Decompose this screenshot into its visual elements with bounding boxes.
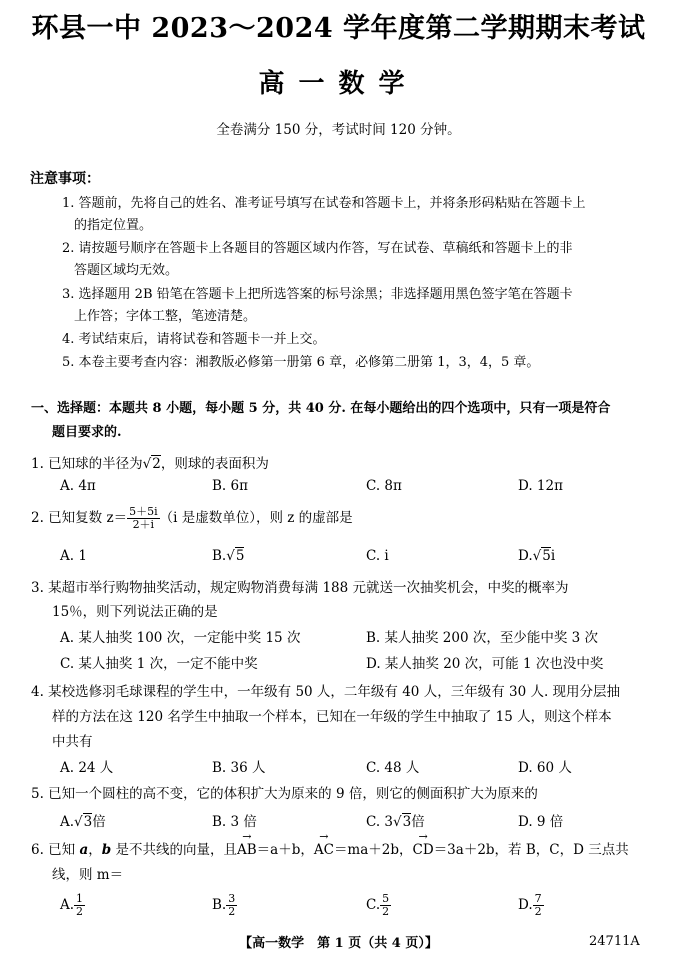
q5-option-c: C. 3√3倍 (366, 814, 425, 830)
q5-option-d: D. 9 倍 (518, 814, 564, 830)
q1-option-b: B. 6π (212, 478, 248, 494)
question-2: 2. 已知复数 z＝ $\frac{5+5i}{2+i}$ （i 是虚数单位），则 z 的虚部是 (31, 505, 353, 532)
q3-option-c: C. 某人抽奖 1 次，一定不能中奖 (60, 656, 258, 672)
paper-code: 24711A (589, 934, 640, 949)
notes-line: 的指定位置。 (74, 218, 153, 233)
q6-option-a: A. $\frac{1}{2}$ (60, 892, 84, 919)
q2-option-c: C. i (366, 548, 389, 564)
q1-option-d: D. 12π (518, 478, 563, 494)
question-4: 4. 某校选修羽毛球课程的学生中，一年级有 50 人，二年级有 40 人，三年级有 30 人. 现用分层抽 (31, 684, 621, 700)
notes-line: 答题区域均无效。 (74, 263, 179, 278)
q2-option-a: A. 1 (60, 548, 87, 564)
notes-line: 5. 本卷主要考查内容：湘教版必修第一册第 6 章，必修第二册第 1，3，4，5 章。 (62, 355, 540, 370)
notes-heading: 注意事项： (30, 171, 100, 187)
vector-ac: → AC (314, 842, 334, 858)
question-6-cont: 线，则 m＝ (52, 867, 124, 883)
notes-line: 上作答；字体工整，笔迹清楚。 (74, 309, 257, 324)
q2-option-b: B.√5 (212, 548, 245, 564)
vector-cd: → CD (413, 842, 434, 858)
question-1: 1. 已知球的半径为√2，则球的表面积为 (31, 456, 269, 472)
notes-line: 4. 考试结束后，请将试卷和答题卡一并上交。 (62, 332, 326, 347)
q3-option-a: A. 某人抽奖 100 次，一定能中奖 15 次 (60, 630, 301, 646)
notes-line: 2. 请按题号顺序在答题卡上各题目的答题区域内作答，写在试卷、草稿纸和答题卡上的非 (62, 241, 573, 256)
section-heading: 一、选择题：本题共 8 小题，每小题 5 分，共 40 分. 在每小题给出的四个选项中，只有一项是符合 (31, 401, 611, 416)
q2-fraction: $\frac{5+5i}{2+i}$ (129, 505, 158, 532)
subject-title: 高一数学 (258, 69, 419, 99)
question-5: 5. 已知一个圆柱的高不变，它的体积扩大为原来的 9 倍，则它的侧面积扩大为原来的 (31, 786, 538, 802)
q4-option-b: B. 36 人 (212, 760, 266, 776)
q5-option-a: A.√3倍 (60, 814, 106, 830)
q6-option-b: B. $\frac{3}{2}$ (212, 892, 236, 919)
q4-option-d: D. 60 人 (518, 760, 572, 776)
question-4-cont: 样的方法在这 120 名学生中抽取一个样本，已知在一年级的学生中抽取了 15 人，则这个样本 (52, 709, 612, 725)
exam-title: 环县一中 2023～2024 学年度第二学期期末考试 (31, 13, 646, 44)
notes-line: 3. 选择题用 2B 铅笔在答题卡上把所选答案的标号涂黑；非选择题用黑色签字笔在答题卡 (62, 287, 573, 302)
q4-option-c: C. 48 人 (366, 760, 420, 776)
question-3: 3. 某超市举行购物抽奖活动，规定购物消费每满 188 元就送一次抽奖机会，中奖的概率为 (31, 580, 569, 596)
question-4-cont: 中共有 (52, 734, 93, 750)
notes-line: 1. 答题前，先将自己的姓名、准考证号填写在试卷和答题卡上，并将条形码粘贴在答题卡上 (62, 196, 586, 211)
q1-option-a: A. 4π (60, 478, 96, 494)
q5-option-b: B. 3 倍 (212, 814, 257, 830)
q3-option-b: B. 某人抽奖 200 次，至少能中奖 3 次 (366, 630, 599, 646)
q6-option-d: D. $\frac{7}{2}$ (518, 892, 542, 919)
question-6: 6. 已知 a，b 是不共线的向量，且→ AB＝a＋b，→ AC＝ma＋2b，→ CD＝3a＋2b，若 B，C，D 三点共 (31, 838, 629, 858)
exam-info: 全卷满分 150 分，考试时间 120 分钟。 (216, 122, 461, 138)
q1-option-c: C. 8π (366, 478, 402, 494)
question-3-cont: 15％，则下列说法正确的是 (52, 604, 218, 620)
section-heading-cont: 题目要求的. (52, 425, 122, 440)
q6-option-c: C. $\frac{5}{2}$ (366, 892, 390, 919)
q2-option-d: D.√5i (518, 548, 556, 564)
vector-ab: → AB (237, 842, 257, 858)
q4-option-a: A. 24 人 (60, 760, 114, 776)
page-footer: 【高一数学 第 1 页（共 4 页）】 (239, 936, 438, 951)
q3-option-d: D. 某人抽奖 20 次，可能 1 次也没中奖 (366, 656, 604, 672)
